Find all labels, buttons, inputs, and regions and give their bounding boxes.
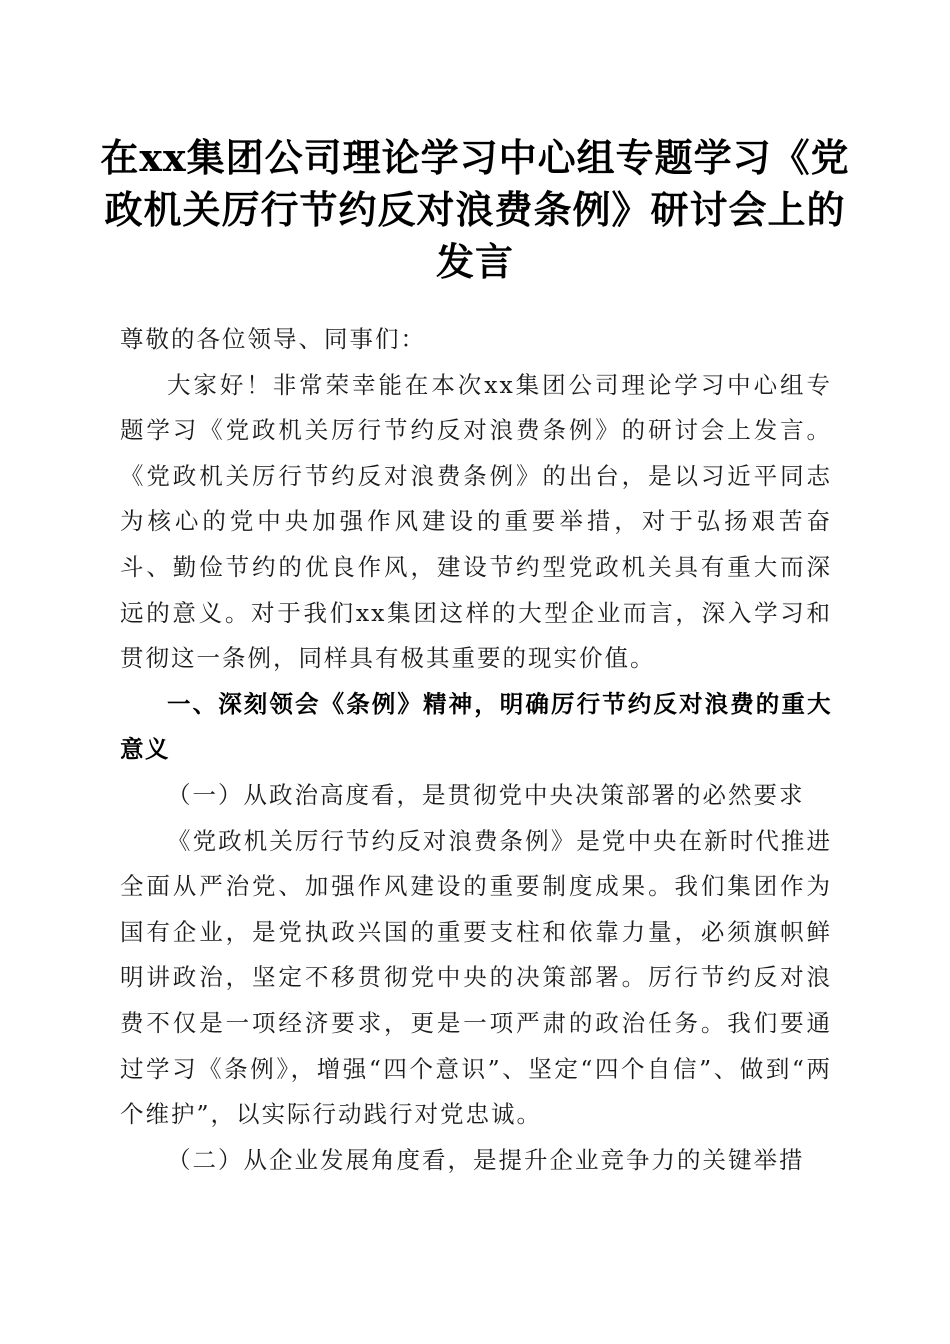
document-body <box>120 317 832 1183</box>
subsection-paragraph-1: 《党政机关厉行节约反对浪费条例》是党中央在新时代推进全面从严治党、加强作风建设的重要制度成果。我们集团作为国有企业，是党执政兴国的重要支柱和依靠力量，必须旗帜鲜明讲政治，坚定不移贯彻党中央的决策部署。厉行节约反对浪费不仅是一项经济要求，更是一项严肃的政治任务。我们要通过学习《条例》，增强“四个意识”、坚定“四个自信”、做到“两个维护”，以实际行动践行对党忠诚。 <box>120 826 832 1129</box>
document-title: 在xx集团公司理论学习中心组专题学习《党政机关厉行节约反对浪费条例》研讨会上的发言 <box>100 135 850 284</box>
section-heading-1: 一、深刻领会《条例》精神，明确厉行节约反对浪费的重大意义 <box>120 689 832 764</box>
intro-paragraph: 大家好！非常荣幸能在本次xx集团公司理论学习中心组专题学习《党政机关厉行节约反对浪费条例》的研讨会上发言。《党政机关厉行节约反对浪费条例》的出台，是以习近平同志为核心的党中央加强作风建设的重要举措，对于弘扬艰苦奋斗、勤俭节约的优良作风，建设节约型党政机关具有重大而深远的意义。对于我们xx集团这样的大型企业而言，深入学习和贯彻这一条例，同样具有极其重要的现实价值。 <box>120 370 832 673</box>
subsection-heading-1: （一）从政治高度看，是贯彻党中央决策部署的必然要求 <box>167 780 805 809</box>
salutation: 尊敬的各位领导、同事们： <box>120 325 426 353</box>
subsection-heading-2: （二）从企业发展角度看，是提升企业竞争力的关键举措 <box>167 1145 805 1174</box>
